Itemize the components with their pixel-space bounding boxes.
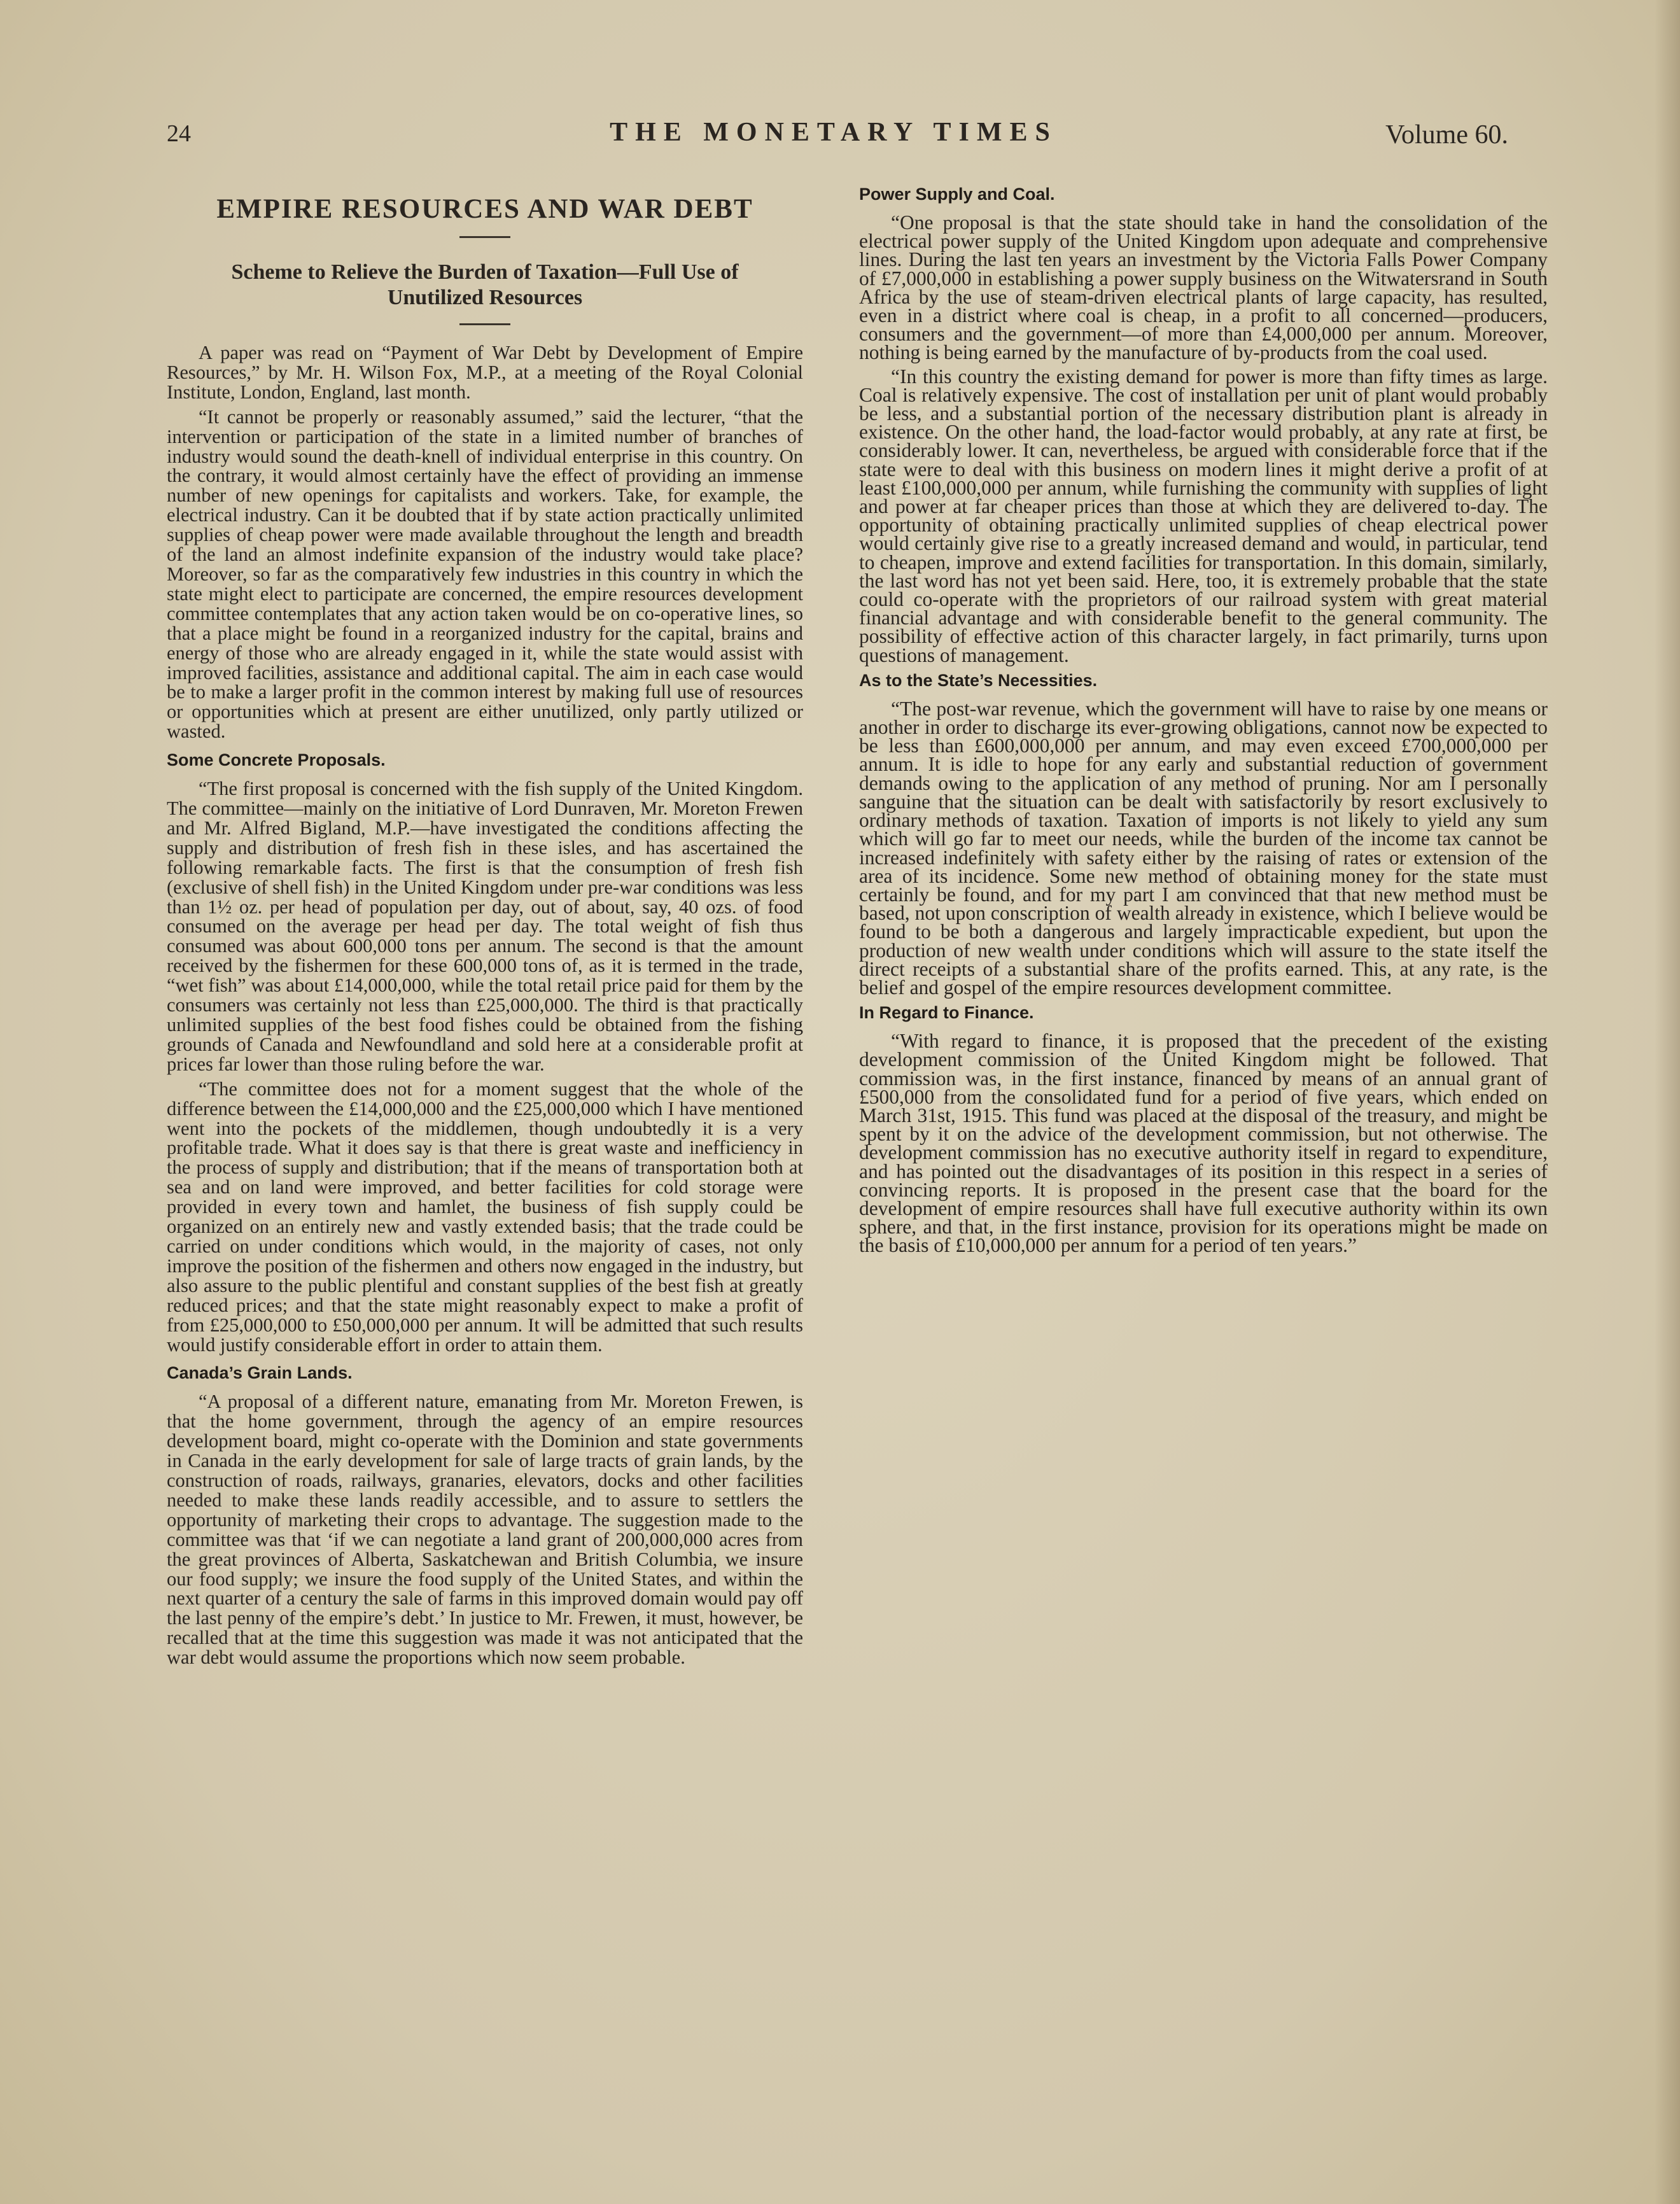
- section-heading-concrete-proposals: Some Concrete Proposals.: [167, 750, 386, 770]
- body-paragraph: “The post-war revenue, which the government will have to raise by one means or another in order to discharge its ever-growing obligations, cannot now be expected to be less than £600,000,000 per annum, and may even exceed £700,000,000 per annum. It is idle to hope for any early and substantial reduction of government demands owing to the application of any method of pruning. Nor am I personally sanguine that the situation can be dealt with satisfactorily by resort exclusively to ordinary methods of taxation. Taxation of imports is not likely to yield any sum which will go far to meet our needs, while the burden of the income tax cannot be increased indefinitely with safety either by the raising of rates or extension of the area of its incidence. Some new method of obtaining money for the state must certainly be found, and for my part I am convinced that that new method must be based, not upon conscription of wealth already in existence, which I believe would be found to be both a dangerous and largely impracticable expedient, but upon the production of new wealth under conditions which will assure to the state itself the direct receipts of a substantial share of the profits earned. This, at any rate, is the belief and gospel of the empire resources development committee.: [859, 697, 1548, 999]
- page-edge-shadow: [1655, 0, 1680, 2204]
- running-head: [159, 120, 1508, 158]
- article-subheadline: Scheme to Relieve the Burden of Taxation—Full Use of Unutilized Resources: [231, 260, 739, 309]
- volume-label: Volume 60.: [1385, 120, 1508, 150]
- right-column: [859, 185, 1548, 1260]
- page-number: 24: [167, 120, 191, 147]
- intro-paragraph: “It cannot be properly or reasonably assumed,” said the lecturer, “that the intervention or participation of the state in a limited number of branches of industry would sound the death-knell of individual enterprise in this country. On the contrary, it would almost certainly have the effect of providing an immense number of new openings for capitalists and workers. Take, for example, the electrical industry. Can it be doubted that if by state action practically unlimited supplies of cheap power were made available throughout the length and breadth of the land an almost indefinite expansion of the industry would take place? Moreover, so far as the comparatively few industries in this country in which the state might elect to participate are concerned, the empire resources development committee contemplates that any action taken would be on co-operative lines, so that a place might be found in a reorganized industry for the capital, brains and energy of those who are already engaged in it, while the state would assist with improved facilities, assistance and additional capital. The aim in each case would be to make a larger profit in the common interest by making full use of resources or opportunities which at present are either unutilized, only partly utilized or wasted.: [167, 405, 803, 743]
- body-paragraph: “One proposal is that the state should take in hand the consolidation of the electrical power supply of the United Kingdom upon adequate and comprehensive lines. During the last ten years an investment by the Victoria Falls Power Company of £7,000,000 in establishing a power supply business on the Witwatersrand in South Africa by the use of steam-driven electrical plants of large capacity, has resulted, even in a district where coal is cheap, in a profit to all concerned—producers, consumers and the government—of more than £4,000,000 per annum. Moreover, nothing is being earned by the manufacture of by-products from the coal used.: [859, 211, 1548, 364]
- left-column: [167, 185, 803, 1673]
- intro-paragraph: A paper was read on “Payment of War Debt by Development of Empire Resources,” by Mr. H. Wilson Fox, M.P., at a meeting of the Royal Colonial Institute, London, England, last month.: [167, 342, 803, 403]
- body-paragraph: “In this country the existing demand for power is more than fifty times as large. Coal is relatively expensive. The cost of installation per unit of plant would probably be less, and a substantial portion of the necessary distribution plant is already in existence. On the other hand, the load-factor would probably, at any rate at first, be considerably lower. It can, nevertheless, be argued with considerable force that if the state were to deal with this business on modern lines it might derive a profit of at least £100,000,000 per annum, while furnishing the community with supplies of light and power at far cheaper prices than those at which they are delivered to-day. The opportunity of obtaining practically unlimited supplies of cheap electrical power would certainly give rise to a greatly increased demand and would, in particular, tend to cheapen, improve and extend facilities for transportation. In this domain, similarly, the last word has not yet been said. Here, too, it is extremely probable that the state could co-operate with the proprietors of our railroad system with great material financial advantage and with considerable benefit to the general community. The possibility of effective action of this character largely, in fact primarily, turns upon questions of management.: [859, 365, 1548, 666]
- journal-title: THE MONETARY TIMES: [610, 118, 1058, 147]
- body-paragraph: “The first proposal is concerned with the fish supply of the United Kingdom. The committee—mainly on the initiative of Lord Dunraven, Mr. Moreton Frewen and Mr. Alfred Bigland, M.P.—have investigated the conditions affecting the supply and distribution of fresh fish in these isles, and has ascertained the following remarkable facts. The first is that the consumption of fresh fish (exclusive of shell fish) in the United Kingdom under pre-war conditions was less than 1½ oz. per head of population per day, out of about, say, 40 ozs. of food consumed on the average per head per day. The total weight of fish thus consumed was about 600,000 tons per annum. The second is that the amount received by the fishermen for these 600,000 tons of, as it is termed in the trade, “wet fish” was about £14,000,000, while the total retail price paid for them by the consumers was certainly not less than £25,000,000. The third is that practically unlimited supplies of the best food fishes could be obtained from the fishing grounds of Canada and Newfoundland and sold here at a considerable profit at prices far lower than those ruling before the war.: [167, 778, 803, 1075]
- section-heading-grain-lands: Canada’s Grain Lands.: [167, 1363, 353, 1383]
- section-heading-finance: In Regard to Finance.: [859, 1003, 1034, 1023]
- section-heading-state-necessities: As to the State’s Necessities.: [859, 670, 1098, 690]
- subheadline-rule: [459, 323, 510, 325]
- article-headline: EMPIRE RESOURCES AND WAR DEBT: [216, 194, 753, 224]
- body-paragraph: “The committee does not for a moment suggest that the whole of the difference between the £14,000,000 and the £25,000,000 which I have mentioned went into the pockets of the middlemen, though undoubtedly it is a very profitable trade. What it does say is that there is great waste and inefficiency in the process of supply and distribution; that if the means of transportation both at sea and on land were improved, and better facilities for cold storage were provided in every town and hamlet, the business of fish supply could be organized on an entirely new and vastly extended basis; that the trade could be carried on under conditions which would, in the majority of cases, not only improve the position of the fishermen and others now engaged in the industry, but also assure to the public plentiful and constant supplies of the best fish at greatly reduced prices; and that the state might reasonably expect to make a profit of from £25,000,000 to £50,000,000 per annum. It will be admitted that such results would justify considerable effort in order to attain them.: [167, 1077, 803, 1356]
- section-heading-power-supply: Power Supply and Coal.: [859, 185, 1055, 204]
- body-paragraph: “A proposal of a different nature, emanating from Mr. Moreton Frewen, is that the home government, through the agency of an empire resources development board, might co-operate with the Dominion and state governments in Canada in the early development for sale of large tracts of grain lands, by the construction of roads, railways, granaries, elevators, docks and other facilities needed to make these lands readily accessible, and to assure to settlers the opportunity of marketing their crops to advantage. The suggestion made to the committee was that ‘if we can negotiate a land grant of 200,000,000 acres from the great provinces of Alberta, Saskatchewan and British Columbia, we insure our food supply; we insure the food supply of the United States, and within the next quarter of a century the sale of farms in this improved domain would pay off the last penny of the empire’s debt.’ In justice to Mr. Frewen, it must, however, be recalled that at the time this suggestion was made it was not anticipated that the war debt would assume the proportions which now seem probable.: [167, 1391, 803, 1669]
- body-paragraph: “With regard to finance, it is proposed that the precedent of the existing development commission of the United Kingdom might be followed. That commission was, in the first instance, financed by means of an annual grant of £500,000 from the consolidated fund for a period of five years, which ended on March 31st, 1915. This fund was placed at the disposal of the treasury, and might be spent by it on the advice of the development commission, but not otherwise. The development commission has no executive authority itself in regard to expenditure, and has pointed out the disadvantages of its position in this respect in a series of convincing reports. It is proposed in the present case that the board for the development of empire resources shall have full executive authority within its own sphere, and that, in the first instance, provision for its operations might be made on the basis of £10,000,000 per annum for a period of ten years.”: [859, 1030, 1548, 1257]
- headline-rule: [459, 236, 510, 238]
